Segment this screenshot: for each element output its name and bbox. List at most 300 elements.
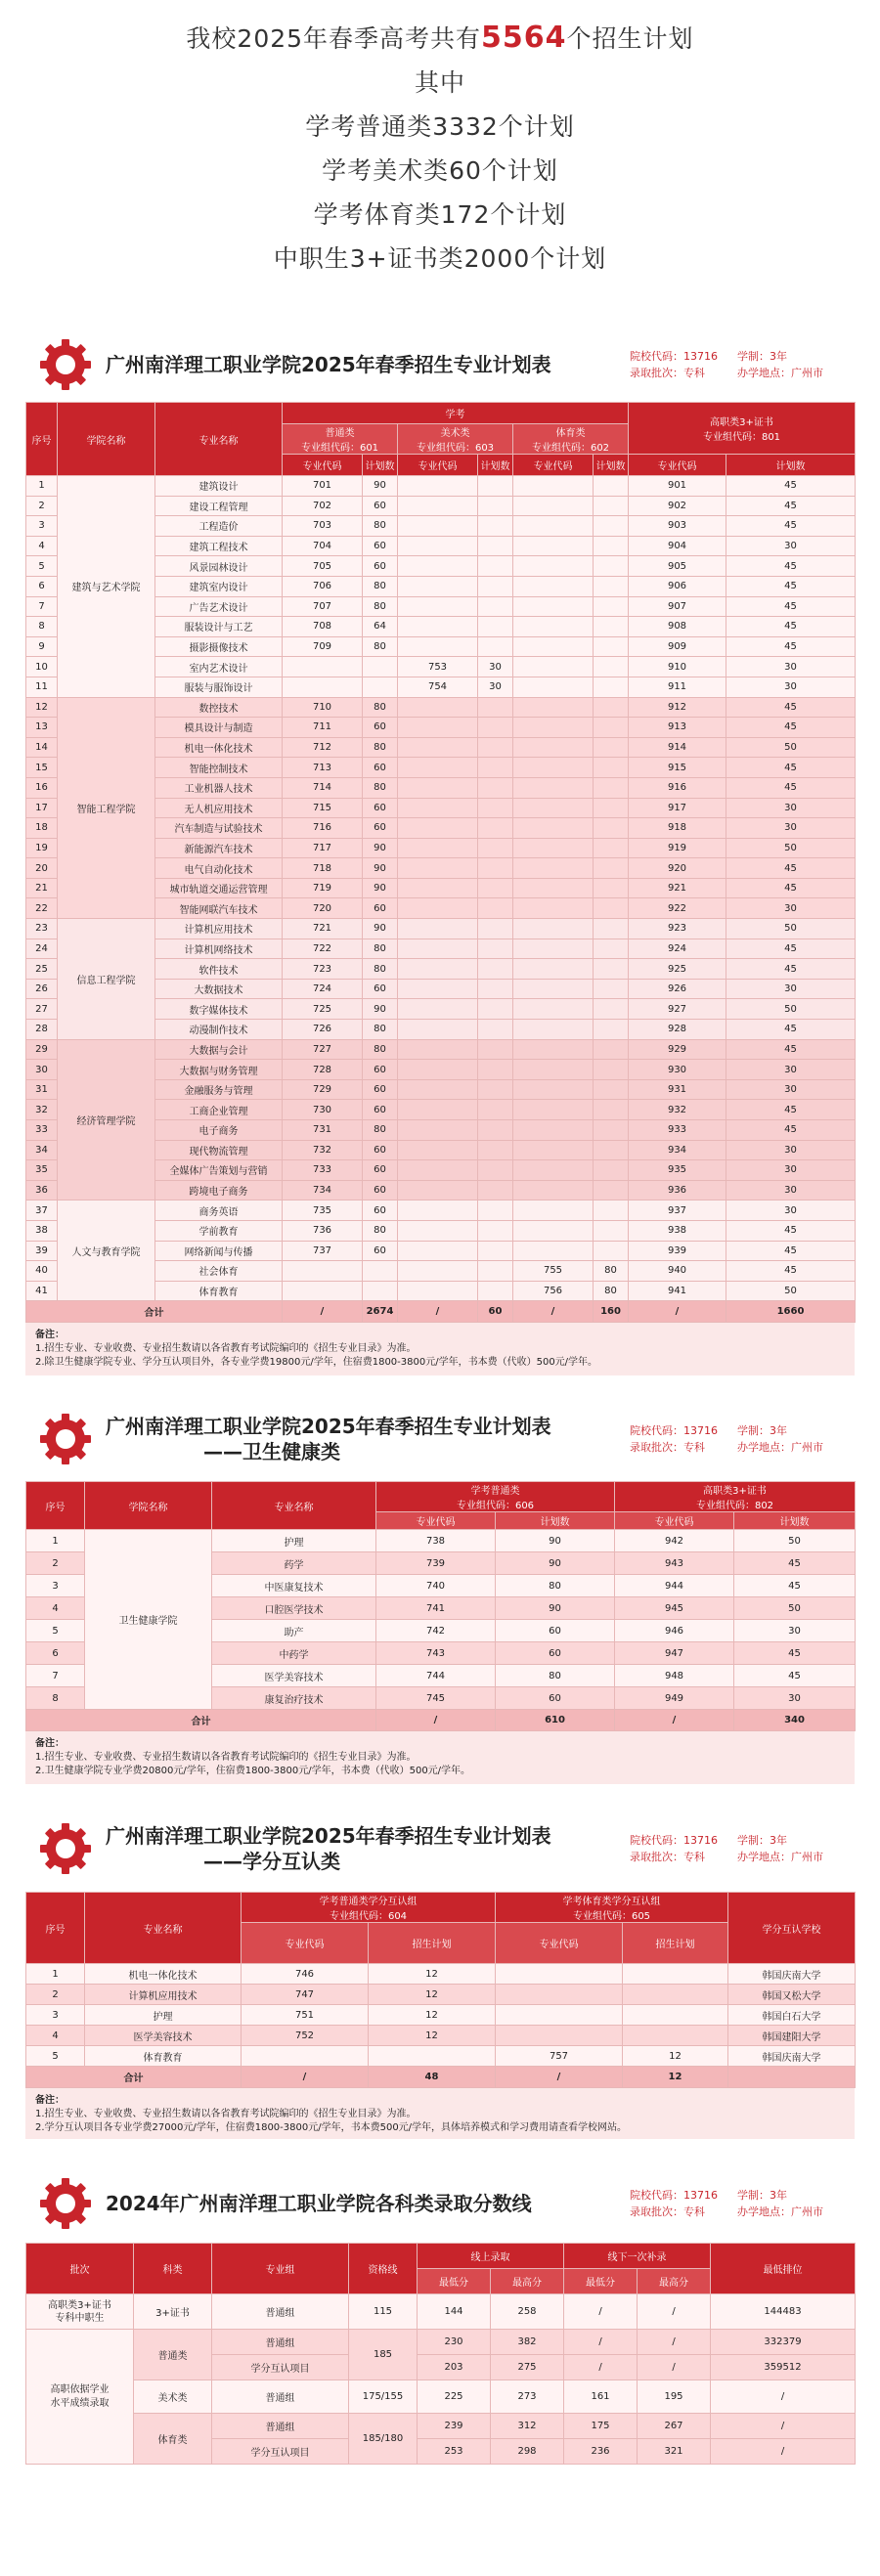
tiyu-code-cell [513, 878, 594, 898]
header-xuekao: 学考 [283, 403, 629, 424]
zhengshu-code-cell: 948 [615, 1665, 734, 1687]
zhengshu-code-cell: 931 [629, 1079, 726, 1100]
major-cell: 服装设计与工艺 [155, 617, 283, 637]
zhengshu-code-cell: 928 [629, 1020, 726, 1040]
meta-location: 办学地点：广州市 [737, 2205, 823, 2219]
meta-location: 办学地点：广州市 [737, 1441, 823, 1455]
meishu-code-cell [398, 818, 478, 839]
major-cell: 助产 [212, 1620, 376, 1642]
seq-cell: 39 [26, 1241, 58, 1261]
max-cell: 382 [491, 2330, 564, 2355]
major-cell: 医学美容技术 [212, 1665, 376, 1687]
meishu-code-cell [398, 758, 478, 778]
header-zhengshu-group: 专业组代码：801 [702, 432, 781, 443]
seq-cell: 29 [26, 1039, 58, 1060]
putong-code-cell: 745 [376, 1687, 496, 1710]
meishu-code-cell [398, 999, 478, 1020]
seq-cell: 14 [26, 737, 58, 758]
meishu-plan-cell [478, 1241, 513, 1261]
seq-cell: 30 [26, 1060, 58, 1080]
qualify-cell: 175/155 [349, 2380, 418, 2414]
table-row [26, 1530, 856, 1552]
header-major: 专业名称 [85, 1893, 242, 1964]
section-header [25, 1806, 855, 1892]
zhengshu-code-cell: 912 [629, 697, 726, 718]
putong-code-cell: 734 [283, 1180, 363, 1201]
putong-plan-cell: 80 [363, 737, 398, 758]
zhengshu-plan-cell: 45 [726, 1039, 856, 1060]
major-cell: 广告艺术设计 [155, 596, 283, 617]
tiyu-plan-cell [623, 2026, 728, 2046]
meishu-code-cell [398, 1079, 478, 1100]
header-tiyu-label: 体育类 [555, 428, 586, 439]
putong-code-cell: 728 [283, 1060, 363, 1080]
seq-cell: 26 [26, 979, 58, 999]
zhengshu-code-cell: 924 [629, 939, 726, 959]
seq-cell: 37 [26, 1201, 58, 1221]
zhengshu-plan-cell: 45 [726, 697, 856, 718]
header-meishu-label: 美术类 [440, 428, 470, 439]
table-row [26, 2046, 856, 2067]
meishu-code-cell [398, 878, 478, 898]
min-cell: 225 [418, 2380, 491, 2414]
zhengshu-code-cell: 908 [629, 617, 726, 637]
zhengshu-code-cell: 938 [629, 1220, 726, 1241]
meishu-code-cell [398, 1100, 478, 1120]
seq-cell: 2 [26, 1552, 85, 1575]
header-code: 专业代码 [376, 1512, 496, 1530]
major-cell: 中医康复技术 [212, 1575, 376, 1597]
section-subtitle: ——卫生健康类 [203, 1440, 340, 1464]
tiyu-plan-cell [594, 798, 629, 818]
supp-max-cell: 321 [638, 2439, 711, 2465]
meishu-plan-cell [478, 737, 513, 758]
header-subject: 科类 [134, 2244, 212, 2294]
tiyu-code-cell [513, 999, 594, 1020]
zhengshu-plan-cell: 50 [734, 1530, 856, 1552]
putong-code-cell: 735 [283, 1201, 363, 1221]
major-cell: 体育教育 [155, 1281, 283, 1301]
tiyu-code-cell [513, 516, 594, 537]
header-putong-label: 普通类 [325, 428, 355, 439]
putong-code-cell: 712 [283, 737, 363, 758]
seq-cell: 9 [26, 636, 58, 657]
batch-cell: 高职依据学业 水平成绩录取 [26, 2330, 134, 2465]
major-cell: 汽车制造与试验技术 [155, 818, 283, 839]
header-supplement: 线下一次补录 [564, 2244, 711, 2269]
meishu-plan-cell: 30 [478, 657, 513, 677]
header-meishu [398, 424, 513, 455]
meta-duration: 学制：3年 [737, 2189, 787, 2203]
notes-title: 备注： [35, 2095, 65, 2107]
tiyu-plan-cell [594, 1180, 629, 1201]
seq-cell: 28 [26, 1020, 58, 1040]
major-cell: 智能控制技术 [155, 758, 283, 778]
tiyu-code-cell [513, 536, 594, 556]
score-table-body [26, 2294, 856, 2465]
seq-cell: 12 [26, 697, 58, 718]
putong-plan-cell: 60 [363, 556, 398, 577]
header-putong [283, 424, 398, 455]
putong-code-cell: 701 [283, 476, 363, 497]
putong-plan-cell: 60 [363, 1180, 398, 1201]
meishu-plan-cell [478, 1079, 513, 1100]
section-meta [630, 2187, 855, 2220]
putong-code-cell: 738 [376, 1530, 496, 1552]
major-cell: 服装与服饰设计 [155, 677, 283, 697]
total-cell: / [398, 1301, 478, 1323]
putong-code-cell [242, 2046, 369, 2067]
meishu-code-cell [398, 697, 478, 718]
zhengshu-code-cell: 901 [629, 476, 726, 497]
seq-cell: 2 [26, 496, 58, 516]
zhengshu-plan-cell: 45 [726, 1020, 856, 1040]
table-row [26, 2005, 856, 2026]
putong-plan-cell: 60 [496, 1642, 615, 1665]
zhengshu-code-cell: 918 [629, 818, 726, 839]
zhengshu-plan-cell: 50 [726, 737, 856, 758]
meishu-code-cell [398, 798, 478, 818]
section-header [25, 1397, 855, 1481]
total-cell: 1660 [726, 1301, 856, 1323]
meishu-plan-cell [478, 959, 513, 980]
header-putong-group: 专业组代码：601 [300, 443, 379, 454]
header-zhengshu-label: 高职类3+证书 [703, 1486, 767, 1498]
meishu-plan-cell [478, 476, 513, 497]
seq-cell: 21 [26, 878, 58, 898]
meishu-code-cell [398, 617, 478, 637]
zhengshu-code-cell: 946 [615, 1620, 734, 1642]
tiyu-code-cell [513, 1120, 594, 1141]
putong-code-cell: 710 [283, 697, 363, 718]
zhengshu-plan-cell: 30 [726, 1160, 856, 1181]
zhengshu-code-cell: 910 [629, 657, 726, 677]
putong-plan-cell [363, 1281, 398, 1301]
section-title: 广州南洋理工职业学院2025年春季招生专业计划表 [106, 353, 551, 376]
zhengshu-code-cell: 905 [629, 556, 726, 577]
tiyu-plan-cell: 80 [594, 1261, 629, 1282]
max-cell: 273 [491, 2380, 564, 2414]
major-cell: 工程造价 [155, 516, 283, 537]
tiyu-code-cell [496, 1985, 623, 2005]
meta-code: 院校代码：13716 [630, 1834, 718, 1848]
meishu-code-cell [398, 1140, 478, 1160]
college-cell: 建筑与艺术学院 [58, 476, 155, 698]
table-row [26, 2380, 856, 2414]
header-putong-label: 学考普通类 [470, 1486, 520, 1498]
putong-code-cell: 730 [283, 1100, 363, 1120]
zhengshu-plan-cell: 45 [726, 596, 856, 617]
meta-duration: 学制：3年 [737, 1424, 787, 1438]
major-cell: 医学美容技术 [85, 2026, 242, 2046]
zhengshu-plan-cell: 45 [726, 858, 856, 879]
school-cell: 韩国建阳大学 [728, 2026, 856, 2046]
putong-plan-cell: 60 [363, 758, 398, 778]
meishu-code-cell [398, 1160, 478, 1181]
intro-total-number: 5564 [481, 21, 567, 55]
tiyu-plan-cell [594, 1079, 629, 1100]
header-group: 专业组 [212, 2244, 349, 2294]
zhengshu-code-cell: 933 [629, 1120, 726, 1141]
putong-code-cell: 733 [283, 1160, 363, 1181]
header-code: 专业代码 [496, 1923, 623, 1964]
meishu-plan-cell [478, 999, 513, 1020]
tiyu-code-cell [513, 1020, 594, 1040]
tiyu-code-cell [496, 1964, 623, 1985]
gear-icon [37, 336, 94, 393]
putong-code-cell: 705 [283, 556, 363, 577]
total-cell: / [242, 2067, 369, 2088]
seq-cell: 31 [26, 1079, 58, 1100]
tiyu-code-cell: 756 [513, 1281, 594, 1301]
meishu-code-cell [398, 838, 478, 858]
meishu-plan-cell [478, 758, 513, 778]
putong-plan-cell: 80 [496, 1575, 615, 1597]
zhengshu-code-cell: 915 [629, 758, 726, 778]
zhengshu-plan-cell: 45 [726, 1220, 856, 1241]
meishu-code-cell: 753 [398, 657, 478, 677]
meishu-code-cell [398, 1120, 478, 1141]
putong-plan-cell: 60 [363, 718, 398, 738]
seq-cell: 3 [26, 516, 58, 537]
zhengshu-code-cell: 916 [629, 777, 726, 798]
zhengshu-plan-cell: 45 [726, 516, 856, 537]
zhengshu-code-cell: 940 [629, 1261, 726, 1282]
major-cell: 计算机应用技术 [155, 919, 283, 939]
tiyu-code-cell: 755 [513, 1261, 594, 1282]
header-plan: 招生计划 [623, 1923, 728, 1964]
zhengshu-code-cell: 939 [629, 1241, 726, 1261]
zhengshu-code-cell: 923 [629, 919, 726, 939]
seq-cell: 6 [26, 1642, 85, 1665]
tiyu-code-cell [496, 2026, 623, 2046]
putong-plan-cell [363, 657, 398, 677]
tiyu-plan-cell [594, 999, 629, 1020]
seq-cell: 11 [26, 677, 58, 697]
table-row [26, 1201, 856, 1221]
major-cell: 建筑设计 [155, 476, 283, 497]
major-cell: 全媒体广告策划与营销 [155, 1160, 283, 1181]
tiyu-code-cell [513, 1241, 594, 1261]
putong-plan-cell: 60 [363, 1160, 398, 1181]
tiyu-plan-cell [594, 898, 629, 919]
header-qualify: 资格线 [349, 2244, 418, 2294]
table-row [26, 697, 856, 718]
total-cell: / [629, 1301, 726, 1323]
tiyu-plan-cell [594, 979, 629, 999]
tiyu-plan-cell [594, 718, 629, 738]
meishu-plan-cell [478, 858, 513, 879]
tiyu-plan-cell [594, 1241, 629, 1261]
putong-plan-cell: 12 [369, 2005, 496, 2026]
putong-code-cell: 727 [283, 1039, 363, 1060]
zhengshu-code-cell: 941 [629, 1281, 726, 1301]
zhengshu-plan-cell: 45 [726, 476, 856, 497]
intro-line-3: 学考普通类3332个计划 [305, 112, 575, 141]
supp-max-cell: / [638, 2355, 711, 2380]
subject-cell: 体育类 [134, 2414, 212, 2465]
total-cell: / [376, 1710, 496, 1731]
meishu-plan-cell [478, 1060, 513, 1080]
zhengshu-plan-cell: 30 [734, 1687, 856, 1710]
major-cell: 动漫制作技术 [155, 1020, 283, 1040]
group-cell: 普通组 [212, 2414, 349, 2439]
seq-cell: 4 [26, 536, 58, 556]
putong-plan-cell: 60 [363, 818, 398, 839]
header-plan: 计划数 [496, 1512, 615, 1530]
meishu-code-cell [398, 1220, 478, 1241]
putong-plan-cell: 80 [363, 959, 398, 980]
zhengshu-code-cell: 911 [629, 677, 726, 697]
meishu-plan-cell [478, 919, 513, 939]
meishu-plan-cell [478, 898, 513, 919]
meishu-code-cell [398, 1241, 478, 1261]
seq-cell: 7 [26, 596, 58, 617]
meishu-code-cell [398, 1180, 478, 1201]
tiyu-plan-cell [594, 777, 629, 798]
seq-cell: 1 [26, 476, 58, 497]
header-online: 线上录取 [418, 2244, 564, 2269]
major-cell: 中药学 [212, 1642, 376, 1665]
header-max: 最高分 [491, 2269, 564, 2294]
meishu-code-cell [398, 1039, 478, 1060]
header-school: 学分互认学校 [728, 1893, 856, 1964]
zhengshu-code-cell: 926 [629, 979, 726, 999]
min-cell: 230 [418, 2330, 491, 2355]
tiyu-code-cell [513, 617, 594, 637]
zhengshu-plan-cell: 45 [726, 939, 856, 959]
meishu-code-cell [398, 1060, 478, 1080]
zhengshu-plan-cell: 45 [726, 718, 856, 738]
major-cell: 学前教育 [155, 1220, 283, 1241]
header-zhengshu-label: 高职类3+证书 [710, 417, 773, 428]
meishu-plan-cell [478, 838, 513, 858]
putong-plan-cell: 60 [363, 536, 398, 556]
putong-plan-cell: 80 [363, 939, 398, 959]
meta-code: 院校代码：13716 [630, 350, 718, 363]
group-cell: 普通组 [212, 2380, 349, 2414]
table-row [26, 2330, 856, 2355]
putong-code-cell: 747 [242, 1985, 369, 2005]
supp-max-cell: 195 [638, 2380, 711, 2414]
putong-code-cell: 720 [283, 898, 363, 919]
header-zhengshu [615, 1482, 856, 1512]
total-cell: 48 [369, 2067, 496, 2088]
credit-table-body [26, 1964, 856, 2088]
zhengshu-code-cell: 935 [629, 1160, 726, 1181]
putong-plan-cell: 90 [496, 1597, 615, 1620]
seq-cell: 20 [26, 858, 58, 879]
major-cell: 数字媒体技术 [155, 999, 283, 1020]
putong-code-cell [283, 1281, 363, 1301]
tiyu-code-cell [513, 556, 594, 577]
header-tiyu-group: 专业组代码：602 [531, 443, 610, 454]
meishu-plan-cell [478, 536, 513, 556]
supp-min-cell: 236 [564, 2439, 638, 2465]
meishu-code-cell [398, 959, 478, 980]
meishu-plan-cell [478, 617, 513, 637]
tiyu-code-cell [513, 596, 594, 617]
tiyu-plan-cell [594, 697, 629, 718]
zhengshu-plan-cell: 45 [726, 959, 856, 980]
college-cell: 经济管理学院 [58, 1039, 155, 1201]
putong-code-cell: 711 [283, 718, 363, 738]
meishu-code-cell [398, 919, 478, 939]
group-cell: 普通组 [212, 2294, 349, 2330]
qualify-cell: 185/180 [349, 2414, 418, 2465]
putong-plan-cell: 60 [363, 1100, 398, 1120]
putong-code-cell: 752 [242, 2026, 369, 2046]
batch-cell: 高职类3+证书 专科中职生 [26, 2294, 134, 2330]
section-title [106, 1414, 630, 1464]
putong-code-cell: 702 [283, 496, 363, 516]
total-cell: 610 [496, 1710, 615, 1731]
total-cell: / [615, 1710, 734, 1731]
putong-code-cell: 723 [283, 959, 363, 980]
seq-cell: 1 [26, 1530, 85, 1552]
meishu-code-cell [398, 939, 478, 959]
meishu-code-cell [398, 777, 478, 798]
meta-batch: 录取批次：专科 [630, 2205, 705, 2219]
tiyu-code-cell [513, 576, 594, 596]
seq-cell: 38 [26, 1220, 58, 1241]
zhengshu-plan-cell: 50 [726, 999, 856, 1020]
header-code: 专业代码 [242, 1923, 369, 1964]
note-line: 1.招生专业、专业收费、专业招生数请以各省教育考试院编印的《招生专业目录》为准。 [35, 1343, 417, 1355]
major-cell: 无人机应用技术 [155, 798, 283, 818]
major-cell: 机电一体化技术 [155, 737, 283, 758]
zhengshu-code-cell: 904 [629, 536, 726, 556]
major-cell: 模具设计与制造 [155, 718, 283, 738]
credit-table [25, 1892, 856, 2088]
header-plan: 计划数 [594, 455, 629, 476]
tiyu-code-cell [513, 1201, 594, 1221]
major-cell: 药学 [212, 1552, 376, 1575]
meishu-plan-cell [478, 636, 513, 657]
seq-cell: 32 [26, 1100, 58, 1120]
note-line: 1.招生专业、专业收费、专业招生数请以各省教育考试院编印的《招生专业目录》为准。 [35, 2109, 417, 2120]
header-tiyu-label: 学考体育类学分互认组 [562, 1897, 661, 1908]
intro-line-5: 学考体育类172个计划 [313, 200, 567, 229]
putong-code-cell: 714 [283, 777, 363, 798]
tiyu-plan-cell [623, 1964, 728, 1985]
major-cell: 室内艺术设计 [155, 657, 283, 677]
header-code: 专业代码 [283, 455, 363, 476]
zhengshu-plan-cell: 30 [726, 657, 856, 677]
major-cell: 计算机应用技术 [85, 1985, 242, 2005]
zhengshu-code-cell: 947 [615, 1642, 734, 1665]
zhengshu-plan-cell: 30 [726, 979, 856, 999]
meishu-code-cell [398, 596, 478, 617]
putong-plan-cell: 80 [363, 697, 398, 718]
header-seq: 序号 [26, 1893, 85, 1964]
putong-plan-cell: 80 [363, 516, 398, 537]
total-cell: / [283, 1301, 363, 1323]
header-putong [242, 1893, 496, 1923]
health-table [25, 1481, 856, 1731]
putong-code-cell: 746 [242, 1964, 369, 1985]
putong-plan-cell [369, 2046, 496, 2067]
tiyu-code-cell [496, 2005, 623, 2026]
tiyu-plan-cell [623, 1985, 728, 2005]
zhengshu-plan-cell: 45 [726, 1241, 856, 1261]
max-cell: 258 [491, 2294, 564, 2330]
plan-table-section [25, 327, 855, 1375]
major-cell: 跨境电子商务 [155, 1180, 283, 1201]
putong-code-cell: 743 [376, 1642, 496, 1665]
header-putong-group: 专业组代码：606 [456, 1501, 535, 1512]
seq-cell: 5 [26, 556, 58, 577]
